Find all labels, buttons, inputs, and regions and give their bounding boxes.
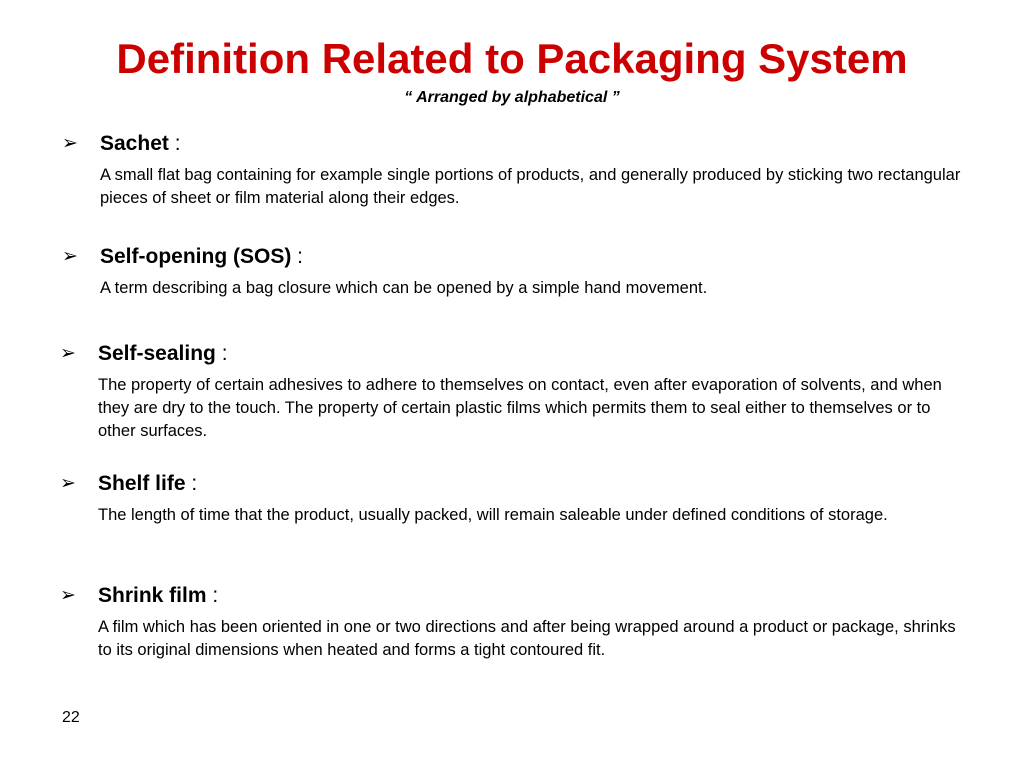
term-name: Shrink film [98, 584, 207, 607]
term-item-self-sealing [60, 340, 940, 443]
term-definition: A film which has been oriented in one or two directions and after being wrapped around a product or package, shrinks to its original dimensions when heated and forms a tight contoured fit. [98, 618, 956, 659]
term-name: Self-opening (SOS) [100, 245, 292, 268]
slide-subtitle: “ Arranged by alphabetical ” [404, 89, 620, 106]
term-colon: : [291, 245, 303, 268]
term-heading [98, 470, 197, 498]
term-heading [100, 130, 181, 158]
slide-title: Definition Related to Packaging System [116, 35, 908, 82]
term-item-shrink-film [60, 582, 956, 662]
term-name: Self-sealing [98, 342, 216, 365]
term-colon: : [206, 584, 219, 607]
term-heading-row [60, 340, 940, 368]
term-name: Sachet [100, 132, 169, 155]
term-colon: : [215, 342, 228, 365]
arrow-bullet-icon: ➢ [60, 585, 76, 606]
term-heading-row [62, 243, 942, 271]
term-heading-row [60, 470, 940, 498]
term-item-sachet [62, 130, 961, 210]
term-definition: A small flat bag containing for example single portions of products, and generally produced by sticking two rectangular pieces of sheet or film material along their edges. [100, 166, 961, 207]
term-definition: The property of certain adhesives to adhere to themselves on contact, even after evaporation of solvents, and when they are dry to the touch. The property of certain plastic films which permits them to seal either to themselves or to other surfaces. [98, 376, 942, 440]
page-number: 22 [62, 709, 80, 726]
term-colon: : [185, 472, 198, 495]
term-heading-row [62, 130, 942, 158]
arrow-bullet-icon: ➢ [60, 473, 76, 494]
arrow-bullet-icon: ➢ [62, 246, 78, 267]
term-definition: A term describing a bag closure which can be opened by a simple hand movement. [100, 279, 708, 297]
arrow-bullet-icon: ➢ [60, 343, 76, 364]
term-name: Shelf life [98, 472, 186, 495]
term-heading-row [60, 582, 940, 610]
term-item-self-opening [62, 243, 942, 300]
term-definition: The length of time that the product, usually packed, will remain saleable under defined conditions of storage. [98, 506, 888, 524]
term-item-shelf-life [60, 470, 940, 527]
term-heading [98, 340, 228, 368]
arrow-bullet-icon: ➢ [62, 133, 78, 154]
term-heading [98, 582, 218, 610]
term-colon: : [168, 132, 181, 155]
term-heading [100, 243, 303, 271]
